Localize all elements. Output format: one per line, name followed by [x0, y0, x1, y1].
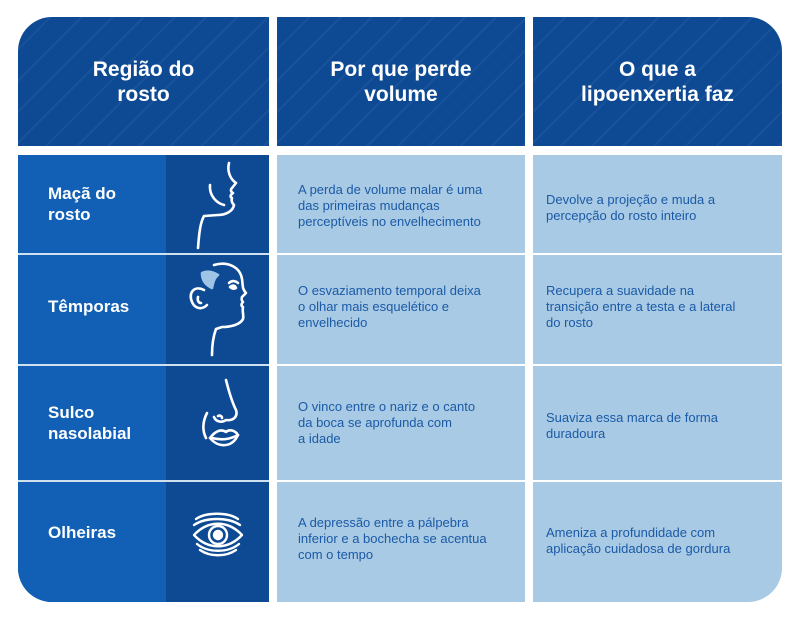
region-text: Olheiras: [48, 523, 117, 542]
header-region-text: Região do rosto: [92, 57, 195, 106]
region-column: [18, 155, 269, 602]
cell-what: [533, 366, 782, 480]
header-what: [533, 17, 782, 146]
cell-why: [277, 366, 525, 480]
cell-why-text: O vinco entre o nariz e o canto da boca se aprofunda com a idade: [298, 399, 476, 446]
lipoenxertia-table: [18, 17, 782, 602]
region-text: Têmporas: [48, 297, 130, 316]
cell-why-text: O esvaziamento temporal deixa o olhar mais esquelético e envelhecido: [298, 283, 481, 330]
cell-what-text: Suaviza essa marca de forma duradoura: [546, 410, 718, 441]
region-text: Maçã do rosto: [48, 184, 117, 224]
cell-what-text: Ameniza a profundidade com aplicação cuidadosa de gordura: [546, 525, 731, 556]
cell-what: [533, 482, 782, 602]
nose-mouth-icon: [166, 366, 269, 480]
face-profile-cheek-icon: [166, 155, 269, 253]
cell-why-text: A perda de volume malar é uma das primeiras mudanças perceptíveis no envelhecimento: [298, 182, 483, 229]
face-profile-temple-icon: [166, 255, 269, 364]
cell-why-text: A depressão entre a pálpebra inferior e a bochecha se acentua com o tempo: [298, 515, 487, 562]
header-region: [18, 17, 269, 146]
region-label-nasolabial: [18, 366, 166, 480]
cell-what-text: Devolve a projeção e muda a percepção do rosto inteiro: [546, 192, 716, 223]
header-what-text: O que a lipoenxertia faz: [581, 57, 734, 106]
region-text: Sulco nasolabial: [48, 403, 132, 443]
cell-why: [277, 482, 525, 602]
cell-why: [277, 255, 525, 364]
header-why-text: Por que perde volume: [330, 57, 472, 106]
region-label-dark-circles: [18, 482, 166, 602]
eye-icon: [166, 482, 269, 602]
region-label-cheek: [18, 155, 166, 253]
cell-what-text: Recupera a suavidade na transição entre a testa e a lateral do rosto: [546, 283, 736, 330]
cell-what: [533, 255, 782, 364]
cell-what: [533, 155, 782, 253]
cell-why: [277, 155, 525, 253]
header-why: [277, 17, 525, 146]
region-label-temples: [18, 255, 166, 364]
